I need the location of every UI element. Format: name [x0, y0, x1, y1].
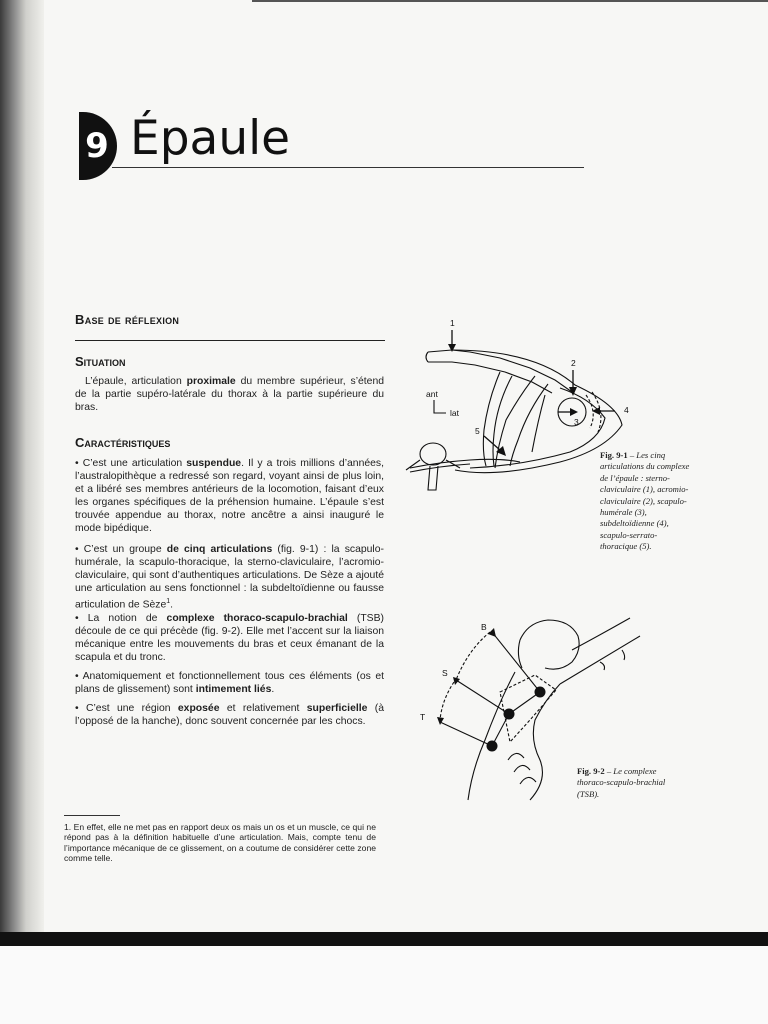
situation-paragraph: L’épaule, articulation proximale du membre supérieur, s’étend de la partie supéro-latérale du thorax à la partie supérieure du bras.: [75, 376, 385, 413]
face-outline: [518, 640, 522, 668]
chapter-title: Épaule: [130, 111, 291, 166]
section-heading: Base de réflexion: [75, 312, 180, 327]
joint-dot-scapulo-humeral: [535, 687, 546, 698]
arc-s-t: [440, 682, 454, 720]
joint-dot-scapulo-thoracic: [504, 709, 515, 720]
arm-upper-outline: [572, 618, 630, 650]
caracteristiques-heading: Caractéristiques: [75, 435, 171, 450]
footnote: 1. En effet, elle ne met pas en rapport deux os mais un os et un muscle, ce qui ne répond pas à la définition habituelle d’une articulation. Mais, compte tenu de l’importance mécanique de ce glissement, on a coutume de considérer cette zone comme telle.: [64, 822, 376, 864]
fig1-label-3: 3: [574, 417, 579, 427]
fig2-label-t: T: [420, 712, 426, 722]
caracteristiques-paragraph-4: • Anatomiquement et fonctionnellement tous ces éléments (os et plans de glissement) sont intimement liés.: [75, 671, 384, 695]
situation-heading: Situation: [75, 354, 126, 369]
head-outline: [520, 620, 579, 669]
connector-scapula-humerus: [509, 692, 540, 714]
caracteristiques-paragraph-1: • C’est une articulation suspendue. Il y a trois millions d’années, l’australopithèque a redressé son regard, voyant ainsi de plus loin, et a libéré ses membres antérieurs de la locomotion, faisant d’eux les organes spécifiques de la préhension humaine. L’épaule s’est trouvée appendue au thorax, notre ancêtre a ainsi inauguré le mode bipédique.: [75, 458, 384, 534]
rib-texture: [508, 753, 536, 784]
line-t: [440, 722, 492, 746]
chapter-number: 9: [85, 126, 109, 166]
fig1-label-2: 2: [571, 358, 576, 368]
fig2-label-b: B: [481, 622, 487, 632]
caracteristiques-paragraph-5: • C’est une région exposée et relativement superficielle (à l’opposé de la hanche), donc souvent concernée par les chocs.: [75, 703, 384, 727]
fig2-label-s: S: [442, 668, 448, 678]
line-b: [492, 632, 540, 692]
fig1-label-5: 5: [475, 426, 480, 436]
fig1-label-lat: lat: [450, 408, 459, 418]
joint-dot-thoracic: [487, 741, 498, 752]
caracteristiques-paragraph-2: • C’est un groupe de cinq articulations (fig. 9-1) : la scapulo-humérale, la scapulo-thoracique, la sterno-claviculaire, l’acromio-claviculaire, qui sont d’authentiques articulations. De Sèze a ajouté une articulation au sens fonctionnel : la subdeltoïdienne ou fausse articulation de Sèze$^1$.: [75, 544, 384, 611]
figure-9-1-caption: Fig. 9-1 – Les cinq articulations du complexe de l’épaule : sterno- claviculaire (1), acromio- claviculaire (2), scapulo- humérale (3), subdeltoïdienne (4), scapulo-serrato- thoracique (5).: [600, 450, 690, 552]
fig1-label-ant: ant: [426, 389, 438, 399]
torso-front-outline: [530, 684, 560, 800]
figure-9-2-caption: Fig. 9-2 – Le complexe thoraco-scapulo-brachial (TSB).: [577, 766, 666, 799]
fig1-label-1: 1: [450, 318, 455, 328]
back-outline: [468, 672, 515, 800]
arrow-s-head: [453, 677, 460, 685]
arm-lower-outline: [560, 636, 640, 684]
caracteristiques-paragraph-3: • La notion de complexe thoraco-scapulo-brachial (TSB) découle de ce qui précède (fig. 9-2). Elle met l’accent sur la liaison mécanique entre les mouvements du bras et ceux émanant de la scapula et du tronc.: [75, 613, 384, 663]
arc-b-s: [456, 632, 490, 680]
fig1-label-4: 4: [624, 405, 629, 415]
